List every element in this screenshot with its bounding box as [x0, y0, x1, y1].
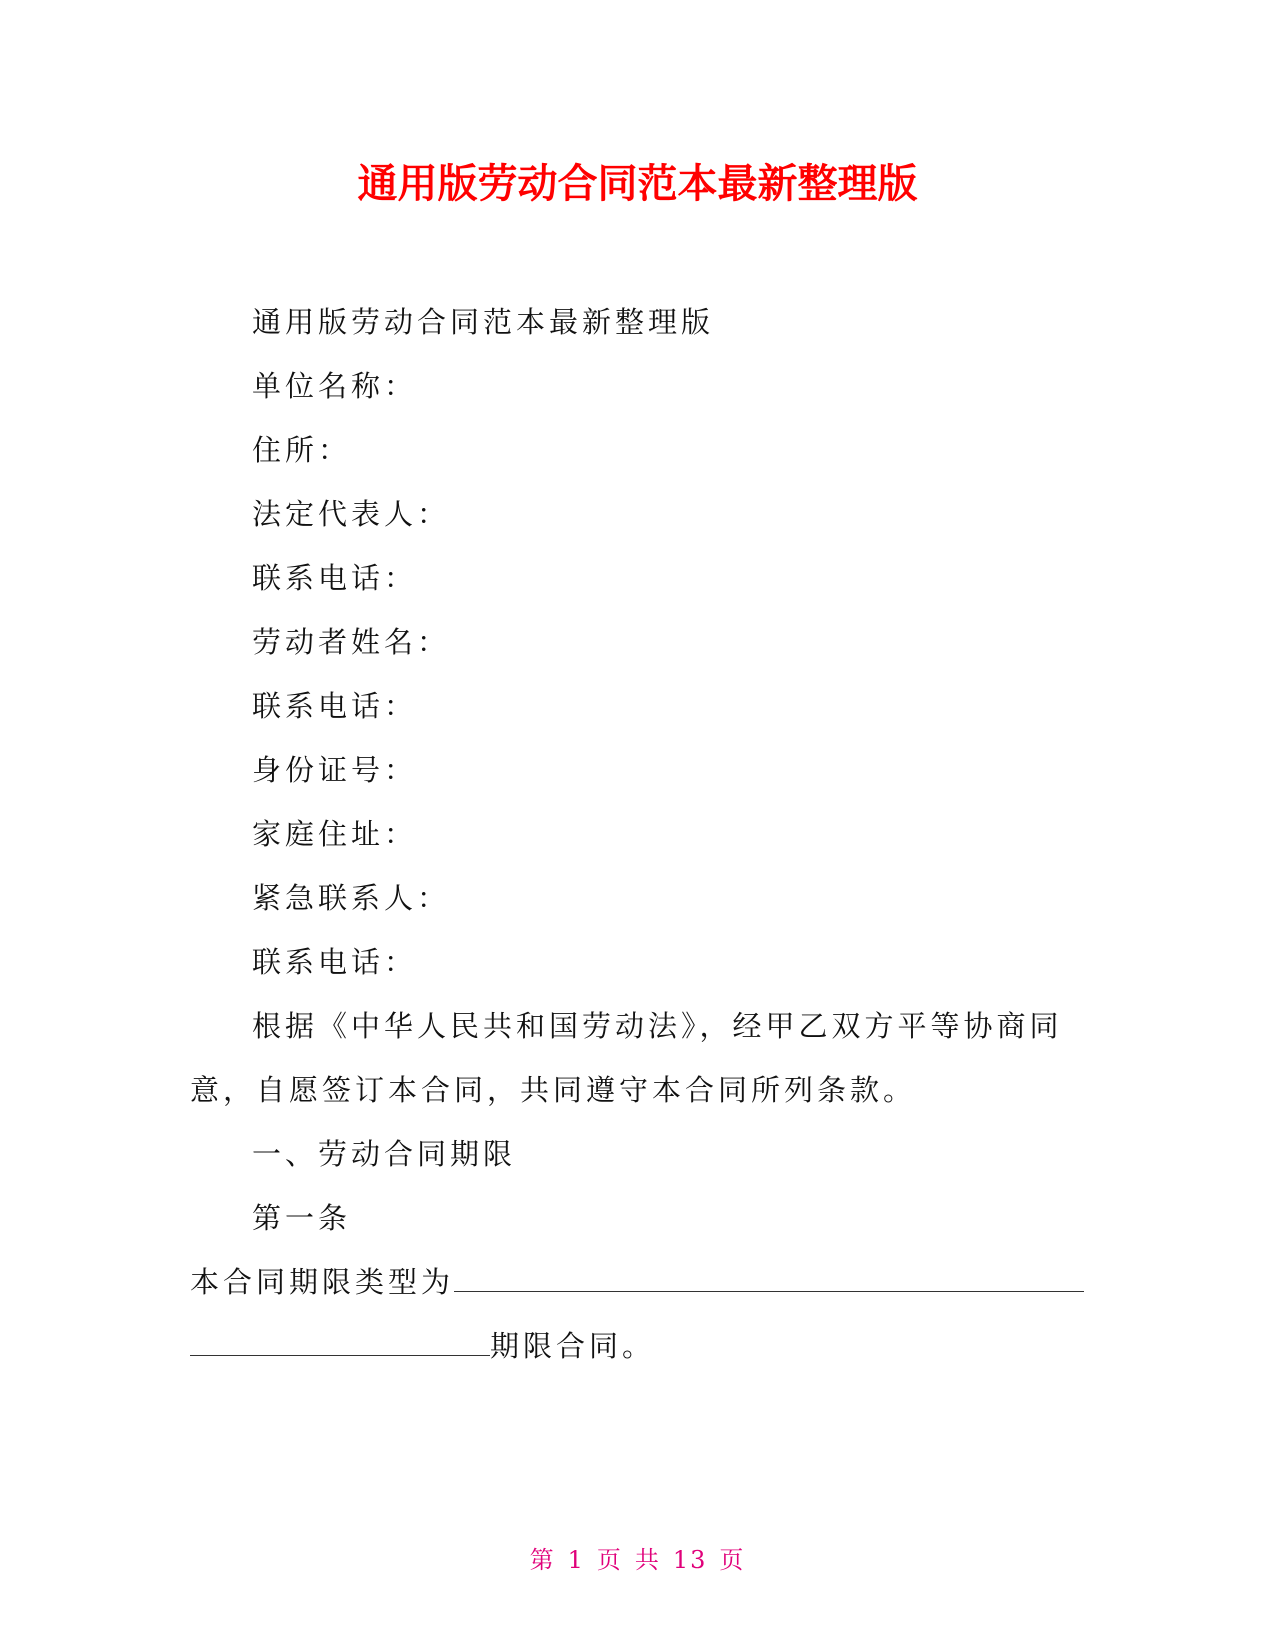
field-worker-name: 劳动者姓名： — [252, 625, 451, 659]
field-address: 住所： — [252, 433, 352, 467]
page-footer — [0, 1540, 1275, 1575]
term-type-line-2 — [190, 1314, 1090, 1378]
section-heading: 一、劳动合同期限 — [252, 1137, 517, 1171]
intro-paragraph-line-1: 根据《中华人民共和国劳动法》，经甲乙双方平等协商同 — [252, 1009, 1063, 1043]
footer-total-label: 共 — [634, 1546, 661, 1574]
footer-total-pages: 13 — [672, 1546, 708, 1574]
field-id-number: 身份证号： — [252, 753, 418, 787]
field-emergency-contact: 紧急联系人： — [252, 881, 451, 915]
field-unit-name: 单位名称： — [252, 369, 418, 403]
doc-subtitle: 通用版劳动合同范本最新整理版 — [252, 305, 715, 339]
footer-current-page: 1 — [567, 1546, 585, 1574]
term-type-line — [190, 1250, 1090, 1314]
article-heading: 第一条 — [252, 1201, 352, 1235]
term-type-suffix: 期限合同。 — [490, 1329, 656, 1363]
field-legal-representative: 法定代表人： — [252, 497, 451, 531]
term-type-prefix: 本合同期限类型为 — [190, 1265, 455, 1299]
field-home-address: 家庭住址： — [252, 817, 418, 851]
term-type-blank — [454, 1265, 1084, 1292]
page-title: 通用版劳动合同范本最新整理版 — [357, 161, 918, 207]
document-body — [190, 290, 1090, 1378]
field-employer-phone: 联系电话： — [252, 561, 418, 595]
footer-page-unit: 页 — [596, 1546, 623, 1574]
footer-page-label: 第 — [529, 1546, 556, 1574]
footer-total-unit: 页 — [719, 1546, 746, 1574]
field-worker-phone: 联系电话： — [252, 689, 418, 723]
term-type-blank-2 — [190, 1329, 490, 1356]
field-emergency-phone: 联系电话： — [252, 945, 418, 979]
intro-paragraph-line-2: 意，自愿签订本合同，共同遵守本合同所列条款。 — [190, 1073, 917, 1107]
